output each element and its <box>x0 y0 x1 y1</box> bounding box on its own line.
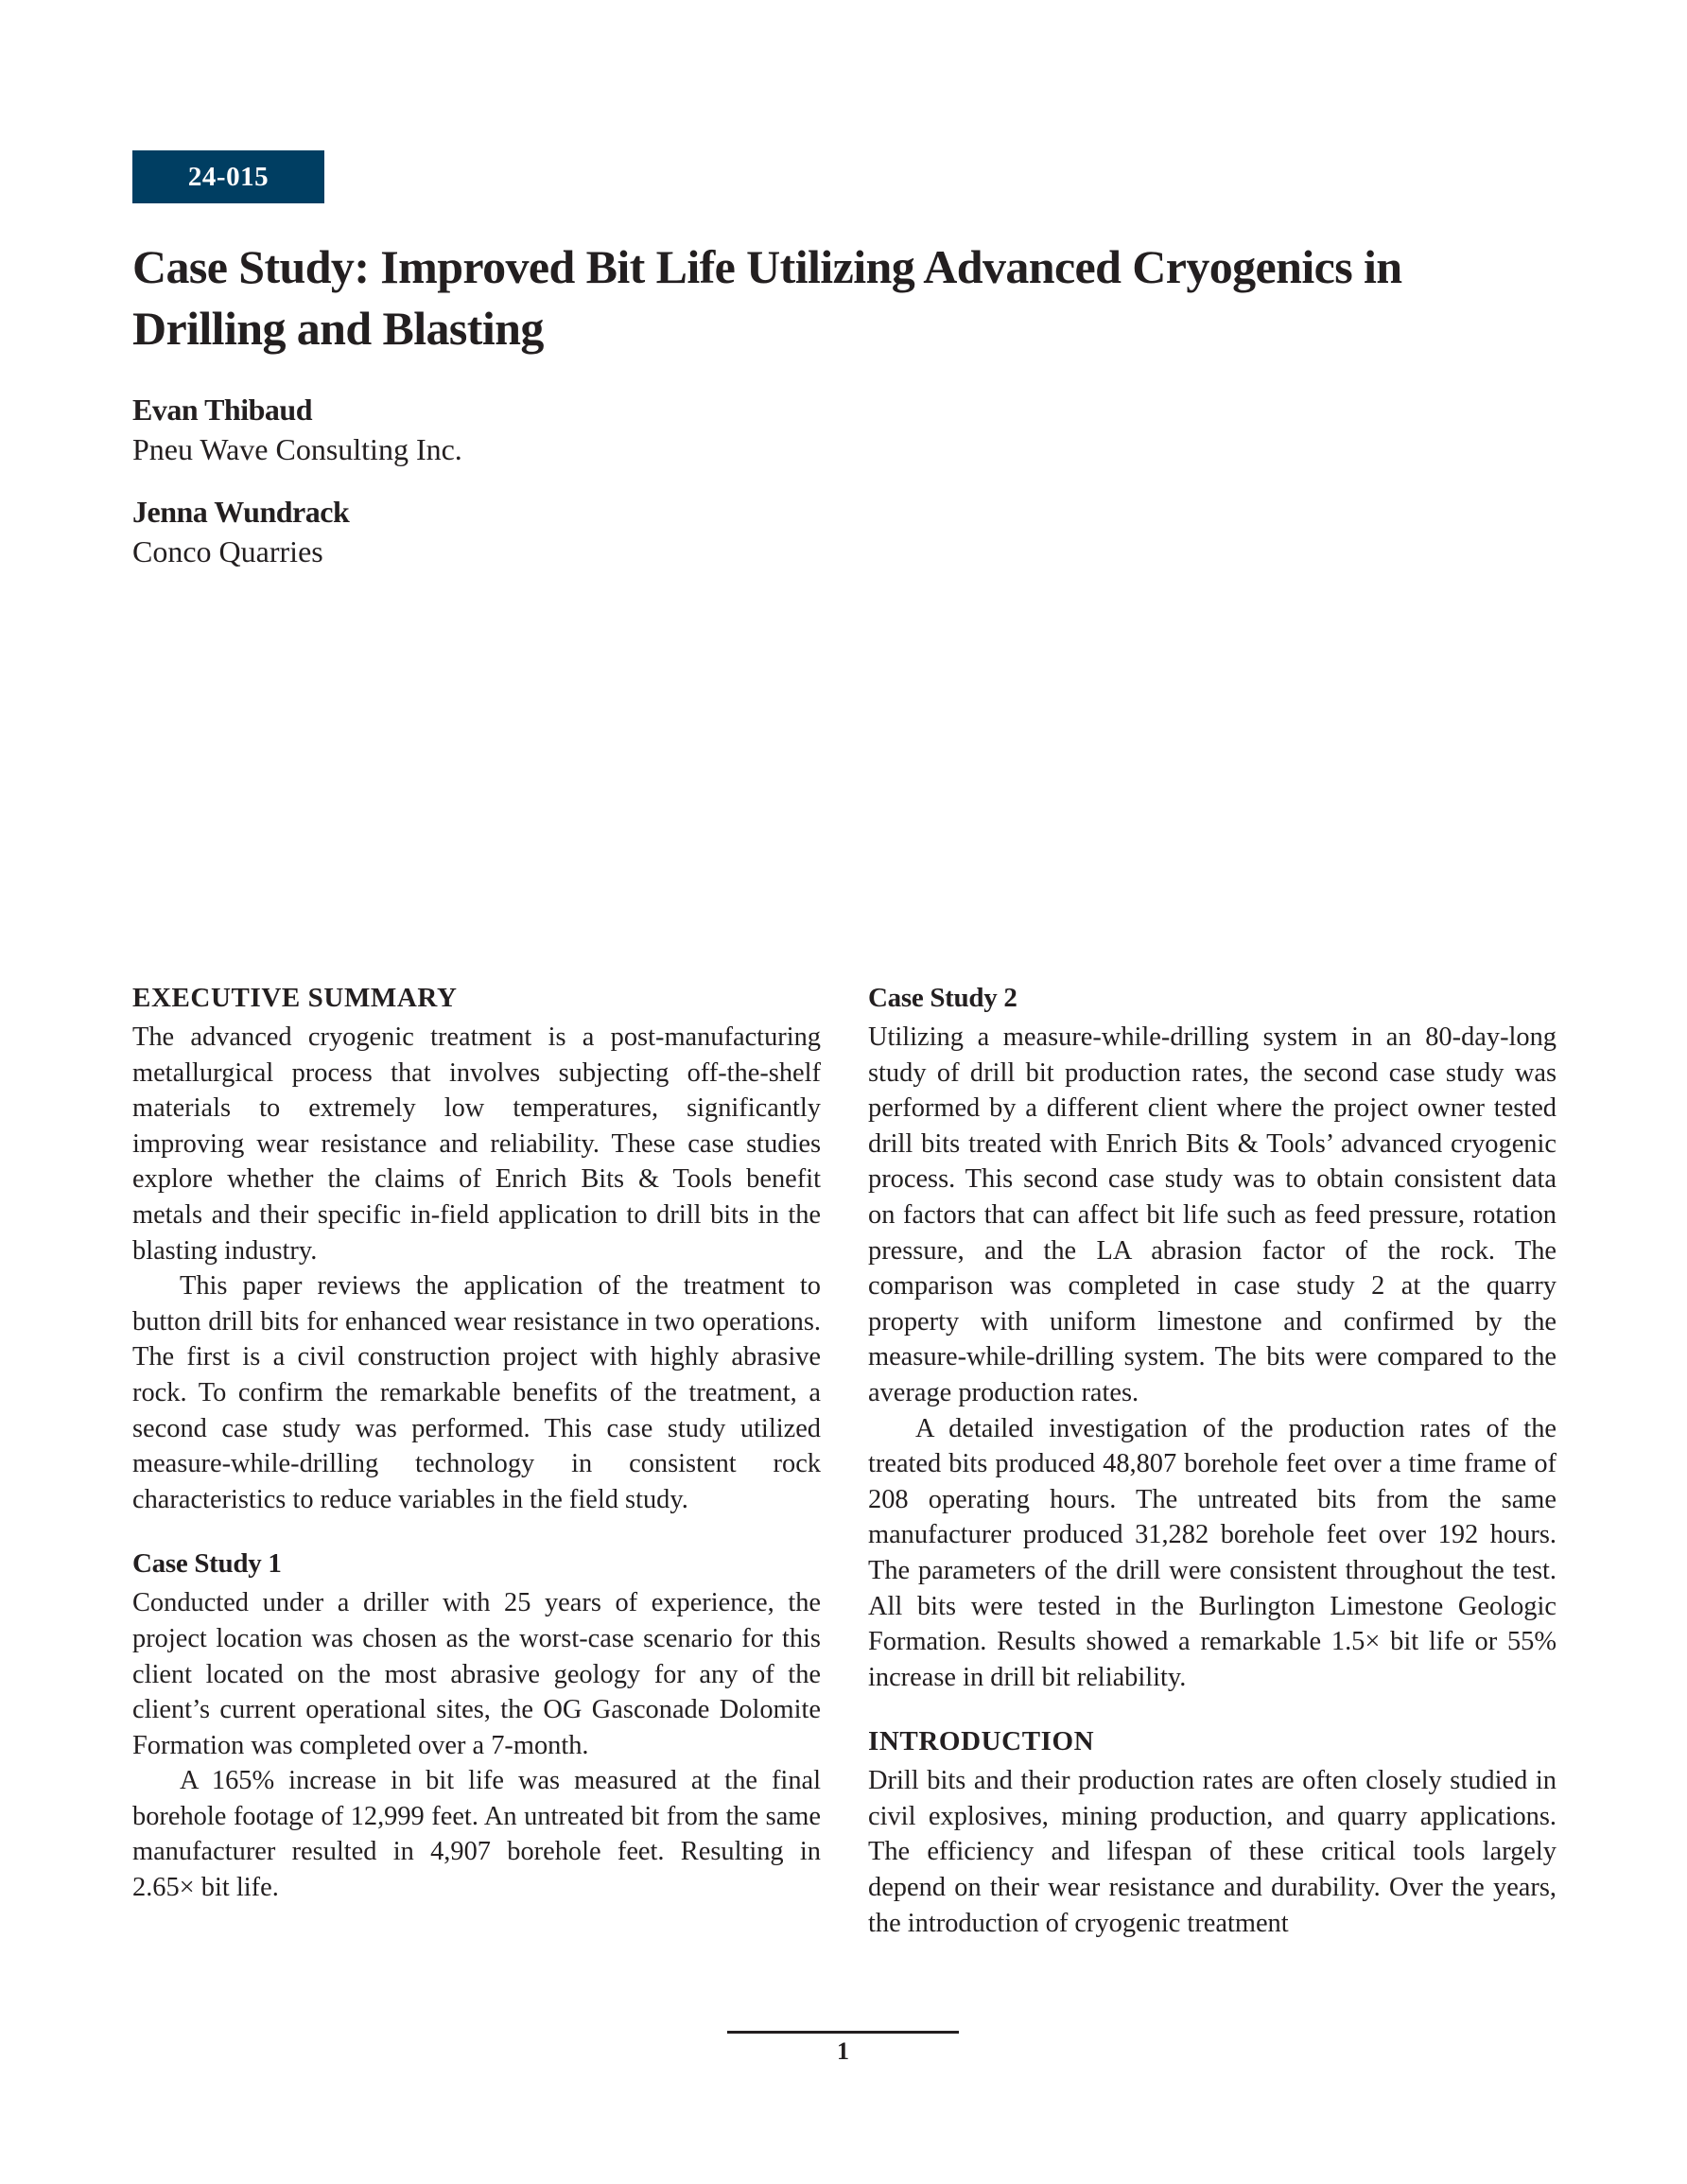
left-column <box>132 980 821 1906</box>
paragraph: Conducted under a driller with 25 years of experience, the project location was chosen as the worst-case scenario for this client located on the most abrasive geology for any of the client’s current operational sites, the OG Gasconade Dolomite Formation was completed over a 7-month. <box>132 1588 821 1760</box>
author-name: Evan Thibaud <box>132 393 312 427</box>
author-name: Jenna Wundrack <box>132 495 350 529</box>
right-column <box>868 980 1557 1941</box>
spacer <box>132 1517 821 1546</box>
author-affiliation: Conco Quarries <box>132 534 323 568</box>
introduction-section <box>868 1723 1557 1941</box>
page-title: Case Study: Improved Bit Life Utilizing Advanced Cryogenics in Drilling and Blasting <box>132 240 1402 355</box>
spacer <box>868 1695 1557 1723</box>
executive-summary-section <box>132 980 821 1517</box>
paragraph: A 165% increase in bit life was measured at the final borehole footage of 12,999 feet. An untreated bit from the same manufacturer resulted in 4,907 borehole feet. Resulting in 2.65× bit life. <box>132 1766 821 1903</box>
footer-divider <box>727 2031 959 2034</box>
subsection-heading: Case Study 2 <box>868 983 1017 1013</box>
author-affiliation: Pneu Wave Consulting Inc. <box>132 432 462 466</box>
paragraph: Drill bits and their production rates are often closely studied in civil explosives, mining production, and quarry applications. The efficiency and lifespan of these critical tools largely depend on their wear resistance and durability. Over the years, the introduction of cryogenic treatment <box>868 1766 1557 1938</box>
paragraph: Utilizing a measure-while-drilling system in an 80-day-long study of drill bit production rates, the second case study was performed by a different client where the project owner tested drill bits treated with Enrich Bits & Tools’ advanced cryogenic process. This second case study was to obtain consistent data on factors that can affect bit life such as feed pressure, rotation pressure, and the LA abrasion factor of the rock. The comparison was completed in case study 2 at the quarry property with uniform limestone and confirmed by the measure-while-drilling system. The bits were compared to the average production rates. <box>868 1022 1557 1407</box>
page-number: 1 <box>837 2037 849 2065</box>
document-number: 24-015 <box>187 161 270 192</box>
subsection-heading: Case Study 1 <box>132 1548 282 1580</box>
paragraph: This paper reviews the application of the treatment to button drill bits for enhanced wear resistance in two operations. The first is a civil construction project with highly abrasive rock. To confirm the remarkable benefits of the treatment, a second case study was performed. This case study utilized measure-while-drilling technology in consistent rock characteristics to reduce variables in the field study. <box>132 1271 821 1514</box>
section-heading: INTRODUCTION <box>868 1726 1095 1757</box>
case-study-2-section <box>868 980 1557 1695</box>
paragraph: The advanced cryogenic treatment is a post-manufacturing metallurgical process that involves subjecting off-the-shelf materials to extremely low temperatures, significantly improving wear resistance and reliability. These case studies explore whether the claims of Enrich Bits & Tools benefit metals and their specific in-field application to drill bits in the blasting industry. <box>132 1022 821 1266</box>
document-number-badge <box>132 150 324 203</box>
author-block <box>132 390 462 469</box>
section-heading: EXECUTIVE SUMMARY <box>132 983 458 1013</box>
paragraph: A detailed investigation of the production rates of the treated bits produced 48,807 borehole feet over a time frame of 208 operating hours. The untreated bits from the same manufacturer produced 31,282 borehole feet over 192 hours. The parameters of the drill were consistent throughout the test. All bits were tested in the Burlington Limestone Geologic Formation. Results showed a remarkable 1.5× bit life or 55% increase in drill bit reliability. <box>868 1413 1557 1692</box>
author-block <box>132 492 349 571</box>
case-study-1-section <box>132 1546 821 1905</box>
